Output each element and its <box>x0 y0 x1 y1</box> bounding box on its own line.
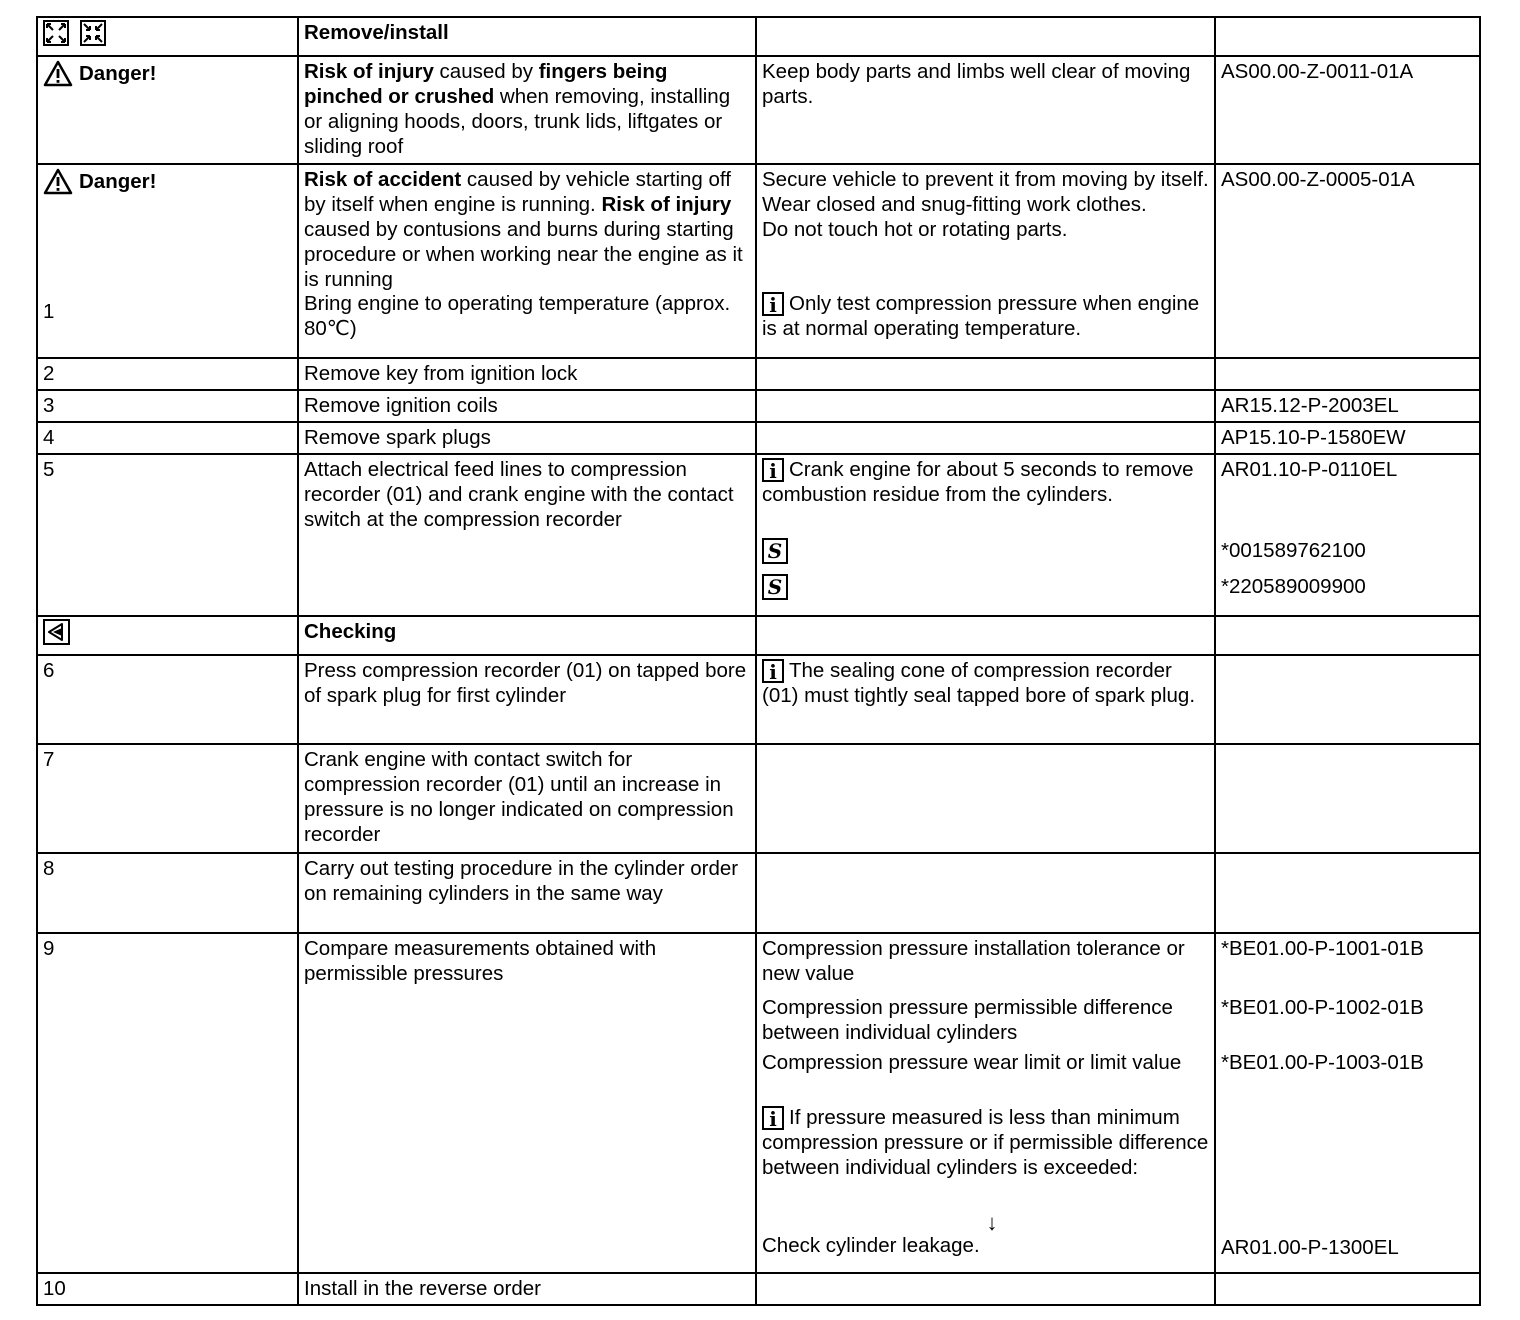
step-number-3: 3 <box>37 390 298 422</box>
value-ref-2: *BE01.00-P-1002-01B <box>1221 996 1424 1019</box>
accident-bold: Risk of accident <box>304 168 462 191</box>
step-note-1-text: Only test compression pressure when engine is at normal operating temperature. <box>762 292 1200 340</box>
step-note-10 <box>756 1273 1215 1305</box>
info-icon: i <box>762 458 784 482</box>
step-row-2 <box>37 358 1480 390</box>
danger-label-1 <box>43 60 156 87</box>
step-note-9 <box>762 1105 1210 1209</box>
value-ref-1: *BE01.00-P-1001-01B <box>1221 937 1424 960</box>
step-text-10: Install in the reverse order <box>298 1273 756 1305</box>
step-ref-2 <box>1215 358 1480 390</box>
checking-empty-4 <box>1215 616 1480 655</box>
checking-icon <box>43 619 71 645</box>
step-note-1 <box>762 291 1210 341</box>
risk-text-2: when removing, installing or aligning hoods, doors, trunk lids, liftgates or sliding roof <box>304 85 731 158</box>
step-note-2 <box>756 358 1215 390</box>
remedy-2-line-2: Wear closed and snug-fitting work clothes. <box>762 193 1147 216</box>
value-ref-3: *BE01.00-P-1003-01B <box>1221 1051 1424 1074</box>
step-note-8 <box>756 853 1215 933</box>
header-empty-3 <box>756 17 1215 56</box>
step-ref-10 <box>1215 1273 1480 1305</box>
remove-install-icons <box>43 20 107 46</box>
header-empty-4 <box>1215 17 1480 56</box>
value-line-2: Compression pressure permissible difference between individual cylinders <box>762 996 1173 1044</box>
step-note-3 <box>756 390 1215 422</box>
header-title: Remove/install <box>298 17 756 56</box>
value-line-1: Compression pressure installation tolerance or new value <box>762 937 1185 985</box>
step-note-4 <box>756 422 1215 454</box>
remove-icon <box>44 21 68 45</box>
injury-bold: Risk of injury <box>601 193 732 216</box>
step-row-6 <box>37 655 1480 744</box>
step-ref-5 <box>1215 454 1480 616</box>
checking-empty-3 <box>756 616 1215 655</box>
special-tool-icon: S <box>762 574 788 600</box>
checking-row <box>37 616 1480 655</box>
value-line-3: Compression pressure wear limit or limit value <box>762 1051 1182 1074</box>
step-row-5 <box>37 454 1480 616</box>
step-row-8 <box>37 853 1480 933</box>
danger-row-2 <box>37 164 1480 358</box>
step-number-8: 8 <box>37 853 298 933</box>
step-row-10 <box>37 1273 1480 1305</box>
header-row <box>37 17 1480 56</box>
checking-title: Checking <box>298 616 756 655</box>
step-values-9 <box>756 933 1215 1273</box>
remedy-2-line-1: Secure vehicle to prevent it from moving by itself. <box>762 168 1209 191</box>
step-row-4 <box>37 422 1480 454</box>
checking-icon-cell <box>37 616 298 655</box>
danger-label-2 <box>43 168 156 195</box>
danger-cell-1 <box>37 56 298 164</box>
step-note-5 <box>756 454 1215 616</box>
risk-bold-1: Risk of injury <box>304 60 434 83</box>
step-note-6 <box>756 655 1215 744</box>
step-text-7: Crank engine with contact switch for compression recorder (01) until an increase in pressure is no longer indicated on compression recorder <box>298 744 756 853</box>
risk-text-1: caused by <box>433 60 539 83</box>
remedy-2-line-3: Do not touch hot or rotating parts. <box>762 218 1068 241</box>
danger-risk-2 <box>298 164 756 358</box>
step-note-6-text: The sealing cone of compression recorder (01) must tightly seal tapped bore of spark plug. <box>762 659 1196 707</box>
warning-triangle-icon <box>43 60 73 87</box>
step-note-9-text: If pressure measured is less than minimum compression pressure or if permissible difference between individual cylinders is exceeded: <box>762 1106 1209 1179</box>
step-number-6: 6 <box>37 655 298 744</box>
step-note-5-text: Crank engine for about 5 seconds to remove combustion residue from the cylinders. <box>762 458 1194 506</box>
accident-text: caused by vehicle starting off by itself when engine is running. <box>304 168 731 216</box>
warning-triangle-icon <box>43 168 73 195</box>
step-refs-9 <box>1215 933 1480 1273</box>
danger-cell-2 <box>37 164 298 358</box>
install-icon <box>81 21 105 45</box>
danger-text-2: Danger! <box>79 170 157 193</box>
danger-risk-1 <box>298 56 756 164</box>
step-number-9: 9 <box>37 933 298 1273</box>
step-note-7 <box>756 744 1215 853</box>
step-number-7: 7 <box>37 744 298 853</box>
action-ref: AR01.00-P-1300EL <box>1221 1236 1399 1259</box>
tool-number-1: *001589762100 <box>1221 539 1366 562</box>
info-icon: i <box>762 1106 784 1130</box>
danger-remedy-2 <box>756 164 1215 358</box>
step-number-4: 4 <box>37 422 298 454</box>
step-number-1: 1 <box>43 300 55 323</box>
injury-text: caused by contusions and burns during starting procedure or when working near the engine as it is running <box>304 218 743 291</box>
step-ref-6 <box>1215 655 1480 744</box>
step-text-9: Compare measurements obtained with permissible pressures <box>298 933 756 1273</box>
step-ref-8 <box>1215 853 1480 933</box>
step-text-6: Press compression recorder (01) on tapped bore of spark plug for first cylinder <box>298 655 756 744</box>
step-ref-7 <box>1215 744 1480 853</box>
step-number-5: 5 <box>37 454 298 616</box>
info-icon: i <box>762 659 784 683</box>
step-number-2: 2 <box>37 358 298 390</box>
step-ref-3: AR15.12-P-2003EL <box>1215 390 1480 422</box>
procedure-table <box>36 16 1481 1306</box>
step-ref-4: AP15.10-P-1580EW <box>1215 422 1480 454</box>
step-text-4: Remove spark plugs <box>298 422 756 454</box>
step-row-9 <box>37 933 1480 1273</box>
tool-number-2: *220589009900 <box>1221 575 1366 598</box>
step-number-10: 10 <box>37 1273 298 1305</box>
step-text-1: Bring engine to operating temperature (approx. 80℃) <box>304 292 731 340</box>
danger-remedy-1: Keep body parts and limbs well clear of moving parts. <box>756 56 1215 164</box>
danger-text-1: Danger! <box>79 62 157 85</box>
danger-ref-2: AS00.00-Z-0005-01A <box>1215 164 1480 358</box>
risk-bold-2: fingers being pinched or crushed <box>304 60 668 108</box>
step-text-2: Remove key from ignition lock <box>298 358 756 390</box>
danger-row-1 <box>37 56 1480 164</box>
header-icons-cell <box>37 17 298 56</box>
step-text-3: Remove ignition coils <box>298 390 756 422</box>
danger-ref-1: AS00.00-Z-0011-01A <box>1215 56 1480 164</box>
action-text: Check cylinder leakage. <box>762 1234 980 1257</box>
info-icon: i <box>762 292 784 316</box>
step-text-5: Attach electrical feed lines to compression recorder (01) and crank engine with the contact switch at the compression recorder <box>298 454 756 616</box>
down-arrow-icon: ↓ <box>986 1210 998 1235</box>
step-row-7 <box>37 744 1480 853</box>
special-tool-icon: S <box>762 538 788 564</box>
step-text-8: Carry out testing procedure in the cylinder order on remaining cylinders in the same way <box>298 853 756 933</box>
step-ref-5-main: AR01.10-P-0110EL <box>1221 458 1398 481</box>
step-row-3 <box>37 390 1480 422</box>
